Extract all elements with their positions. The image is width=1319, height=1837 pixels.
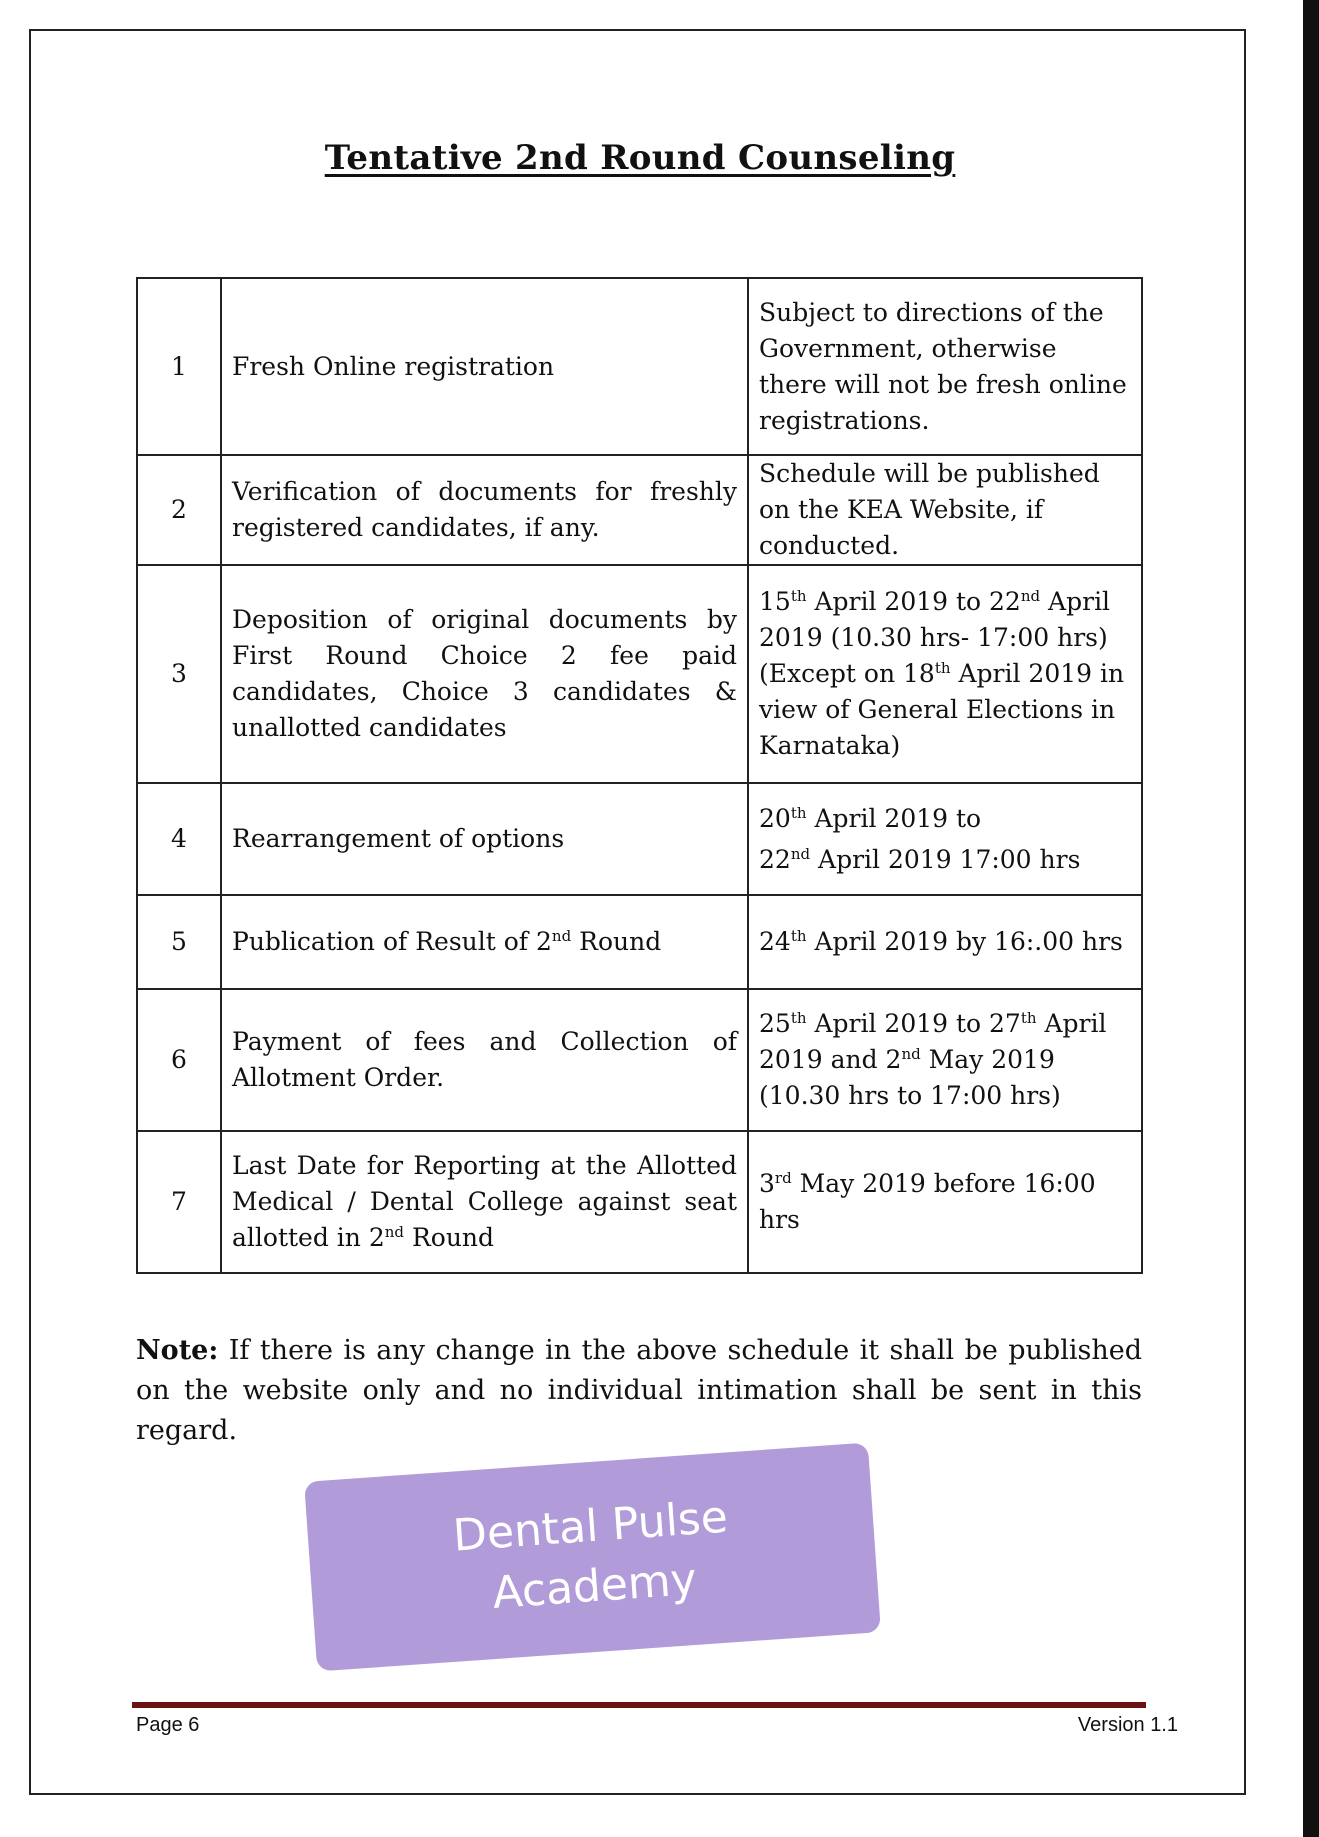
schedule-table xyxy=(136,277,1143,1274)
watermark-stamp xyxy=(304,1443,881,1672)
table-row xyxy=(137,1131,1142,1273)
activity-cell: Deposition of original documents by First Round Choice 2 fee paid candidates, Choice 3 candidates & unallotted candidates xyxy=(221,565,748,783)
detail-cell: 24th April 2019 by 16:.00 hrs xyxy=(748,895,1142,989)
table-row xyxy=(137,989,1142,1131)
row-number: 2 xyxy=(137,455,221,565)
table-row xyxy=(137,278,1142,455)
activity-cell: Verification of documents for freshly registered candidates, if any. xyxy=(221,455,748,565)
footer-rule xyxy=(132,1702,1146,1708)
activity-cell: Payment of fees and Collection of Allotment Order. xyxy=(221,989,748,1131)
activity-cell: Publication of Result of 2nd Round xyxy=(221,895,748,989)
watermark-line: Dental Pulse xyxy=(451,1491,730,1562)
row-number: 7 xyxy=(137,1131,221,1273)
note-text: If there is any change in the above schedule it shall be published on the website only and no individual intimation shall be sent in this regard. xyxy=(136,1335,1142,1446)
table-row xyxy=(137,895,1142,989)
table-row xyxy=(137,783,1142,895)
detail-cell: 20th April 2019 to 22nd April 2019 17:00 hrs xyxy=(748,783,1142,895)
row-number: 5 xyxy=(137,895,221,989)
note-label: Note: xyxy=(136,1335,219,1366)
row-number: 3 xyxy=(137,565,221,783)
detail-cell: Schedule will be published on the KEA Website, if conducted. xyxy=(748,455,1142,565)
version-label: Version 1.1 xyxy=(1077,1714,1178,1736)
row-number: 4 xyxy=(137,783,221,895)
note-paragraph xyxy=(136,1331,1142,1451)
row-number: 6 xyxy=(137,989,221,1131)
activity-cell: Rearrangement of options xyxy=(221,783,748,895)
table-row xyxy=(137,455,1142,565)
page-number: Page 6 xyxy=(136,1714,200,1736)
page-edge-bar xyxy=(1303,0,1319,1837)
page-title: Tentative 2nd Round Counseling xyxy=(324,138,956,178)
watermark-line: Academy xyxy=(490,1553,699,1619)
table-row xyxy=(137,565,1142,783)
row-number: 1 xyxy=(137,278,221,455)
detail-cell: 15th April 2019 to 22nd April 2019 (10.30 hrs- 17:00 hrs) (Except on 18th April 2019 in view of General Elections in Karnataka) xyxy=(748,565,1142,783)
detail-cell: 3rd May 2019 before 16:00 hrs xyxy=(748,1131,1142,1273)
detail-cell: 25th April 2019 to 27th April 2019 and 2nd May 2019 (10.30 hrs to 17:00 hrs) xyxy=(748,989,1142,1131)
activity-cell: Last Date for Reporting at the Allotted Medical / Dental College against seat allotted in 2nd Round xyxy=(221,1131,748,1273)
activity-cell: Fresh Online registration xyxy=(221,278,748,455)
detail-cell: Subject to directions of the Government, otherwise there will not be fresh online registrations. xyxy=(748,278,1142,455)
